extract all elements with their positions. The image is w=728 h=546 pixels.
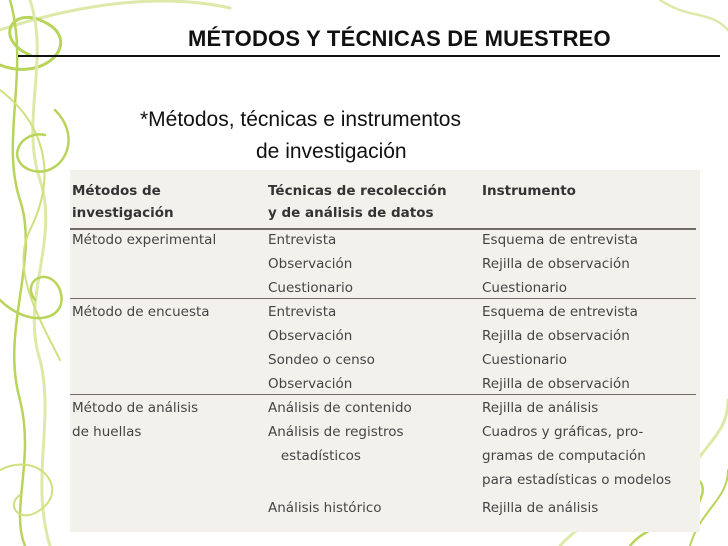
table-cell: de huellas (72, 424, 142, 440)
table-cell: estadísticos (268, 448, 361, 464)
subtitle-line-1: *Métodos, técnicas e instrumentos (140, 108, 461, 131)
header-instrumento-line1: Instrumento (482, 183, 576, 199)
header-tecnicas-line2: y de análisis de datos (268, 205, 434, 221)
table-cell: Análisis histórico (268, 500, 382, 516)
group-divider-1 (70, 298, 696, 299)
table-cell: Rejilla de observación (482, 328, 630, 344)
header-instrumento (482, 180, 576, 202)
table-cell: Observación (268, 256, 353, 272)
table-cell: Método experimental (72, 232, 217, 248)
table-cell: Método de análisis (72, 400, 199, 416)
table-cell: Observación (268, 376, 353, 392)
table-cell: Rejilla de análisis (482, 500, 599, 516)
scanned-table (70, 170, 700, 532)
table-cell: Cuestionario (482, 352, 568, 368)
header-tecnicas-line1: Técnicas de recolección (268, 183, 447, 199)
table-cell: Análisis de contenido (268, 400, 412, 416)
table-cell: Entrevista (268, 232, 337, 248)
header-metodos-line2: investigación (72, 205, 174, 221)
table-cell: Entrevista (268, 304, 337, 320)
table-cell: Método de encuesta (72, 304, 210, 320)
table-cell: Cuadros y gráficas, pro- (482, 424, 644, 440)
header-metodos (72, 180, 174, 224)
table-cell: Rejilla de observación (482, 376, 630, 392)
table-cell: Cuestionario (268, 280, 354, 296)
table-cell: Observación (268, 328, 353, 344)
title-underline (18, 55, 720, 57)
table-cell: gramas de computación (482, 448, 646, 464)
table-cell: Esquema de entrevista (482, 304, 638, 320)
header-tecnicas (268, 180, 447, 224)
table-cell: Esquema de entrevista (482, 232, 638, 248)
header-metodos-line1: Métodos de (72, 183, 161, 199)
slide-subtitle (140, 104, 580, 168)
table-cell: Rejilla de análisis (482, 400, 599, 416)
slide-title: MÉTODOS Y TÉCNICAS DE MUESTREO (188, 26, 611, 51)
table-cell: Rejilla de observación (482, 256, 630, 272)
table-cell: Sondeo o censo (268, 352, 375, 368)
subtitle-line-2: de investigación (256, 140, 407, 163)
table-cell: para estadísticas o modelos (482, 472, 672, 488)
table-cell: Análisis de registros (268, 424, 404, 440)
table-cell: Cuestionario (482, 280, 568, 296)
